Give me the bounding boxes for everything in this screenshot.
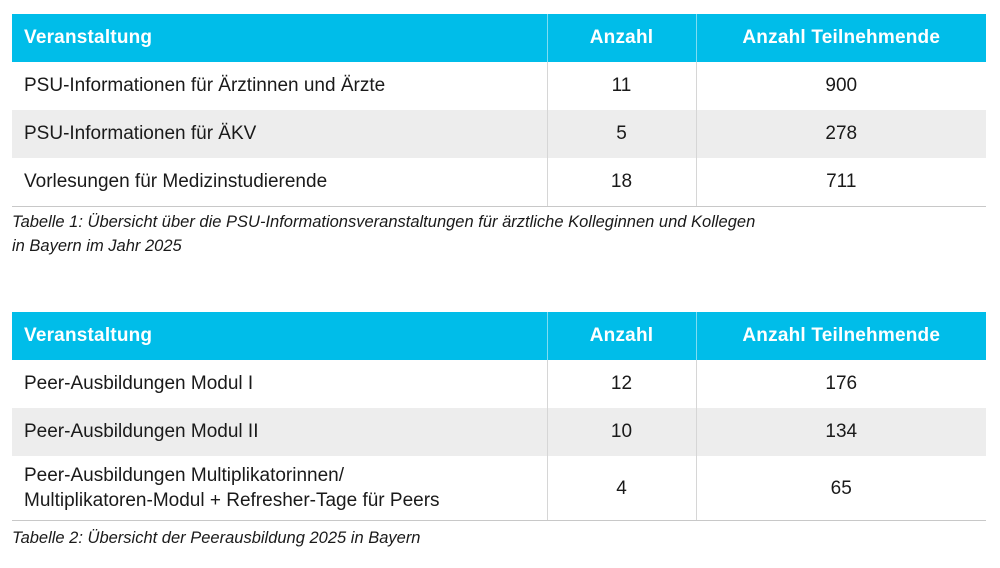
table-row [12, 62, 986, 110]
cell-teilnehmende: 900 [696, 62, 986, 110]
cell-veranstaltung: Peer-Ausbildungen Modul II [12, 408, 547, 456]
cell-anzahl: 18 [547, 158, 696, 207]
table-row [12, 456, 986, 521]
header-veranstaltung: Veranstaltung [12, 312, 547, 360]
table-psu-informationen [12, 14, 986, 207]
table-row [12, 408, 986, 456]
cell-teilnehmende: 176 [696, 360, 986, 408]
table-row [12, 158, 986, 207]
table-row [12, 110, 986, 158]
cell-anzahl: 11 [547, 62, 696, 110]
caption-line: Tabelle 1: Übersicht über die PSU-Informationsveranstaltungen für ärztliche Kolleginnen und Kollegen [12, 213, 756, 231]
table-row [12, 360, 986, 408]
cell-teilnehmende: 278 [696, 110, 986, 158]
caption-line: in Bayern im Jahr 2025 [12, 237, 182, 255]
table-peerausbildung [12, 312, 986, 521]
cell-veranstaltung: Vorlesungen für Medizinstudierende [12, 158, 547, 207]
cell-anzahl: 5 [547, 110, 696, 158]
cell-veranstaltung [12, 456, 547, 521]
cell-text-line: Peer-Ausbildungen Multiplikatorinnen/ [24, 465, 345, 486]
cell-anzahl: 4 [547, 456, 696, 521]
table-header-row [12, 312, 986, 360]
cell-teilnehmende: 134 [696, 408, 986, 456]
header-anzahl: Anzahl [547, 312, 696, 360]
table-caption-1 [12, 210, 972, 258]
cell-veranstaltung: PSU-Informationen für ÄKV [12, 110, 547, 158]
cell-text-line: Multiplikatoren-Modul + Refresher-Tage für Peers [24, 490, 440, 511]
table-header-row [12, 14, 986, 62]
header-anzahl-teilnehmende: Anzahl Teilnehmende [696, 14, 986, 62]
table-caption-2: Tabelle 2: Übersicht der Peerausbildung 2025 in Bayern [12, 529, 421, 547]
cell-teilnehmende: 65 [696, 456, 986, 521]
cell-veranstaltung: PSU-Informationen für Ärztinnen und Ärzte [24, 75, 386, 96]
cell-teilnehmende: 711 [696, 158, 986, 207]
header-anzahl-teilnehmende: Anzahl Teilnehmende [696, 312, 986, 360]
header-veranstaltung: Veranstaltung [12, 14, 547, 62]
header-anzahl: Anzahl [547, 14, 696, 62]
cell-veranstaltung: Peer-Ausbildungen Modul I [24, 373, 254, 394]
cell-anzahl: 10 [547, 408, 696, 456]
cell-anzahl: 12 [547, 360, 696, 408]
